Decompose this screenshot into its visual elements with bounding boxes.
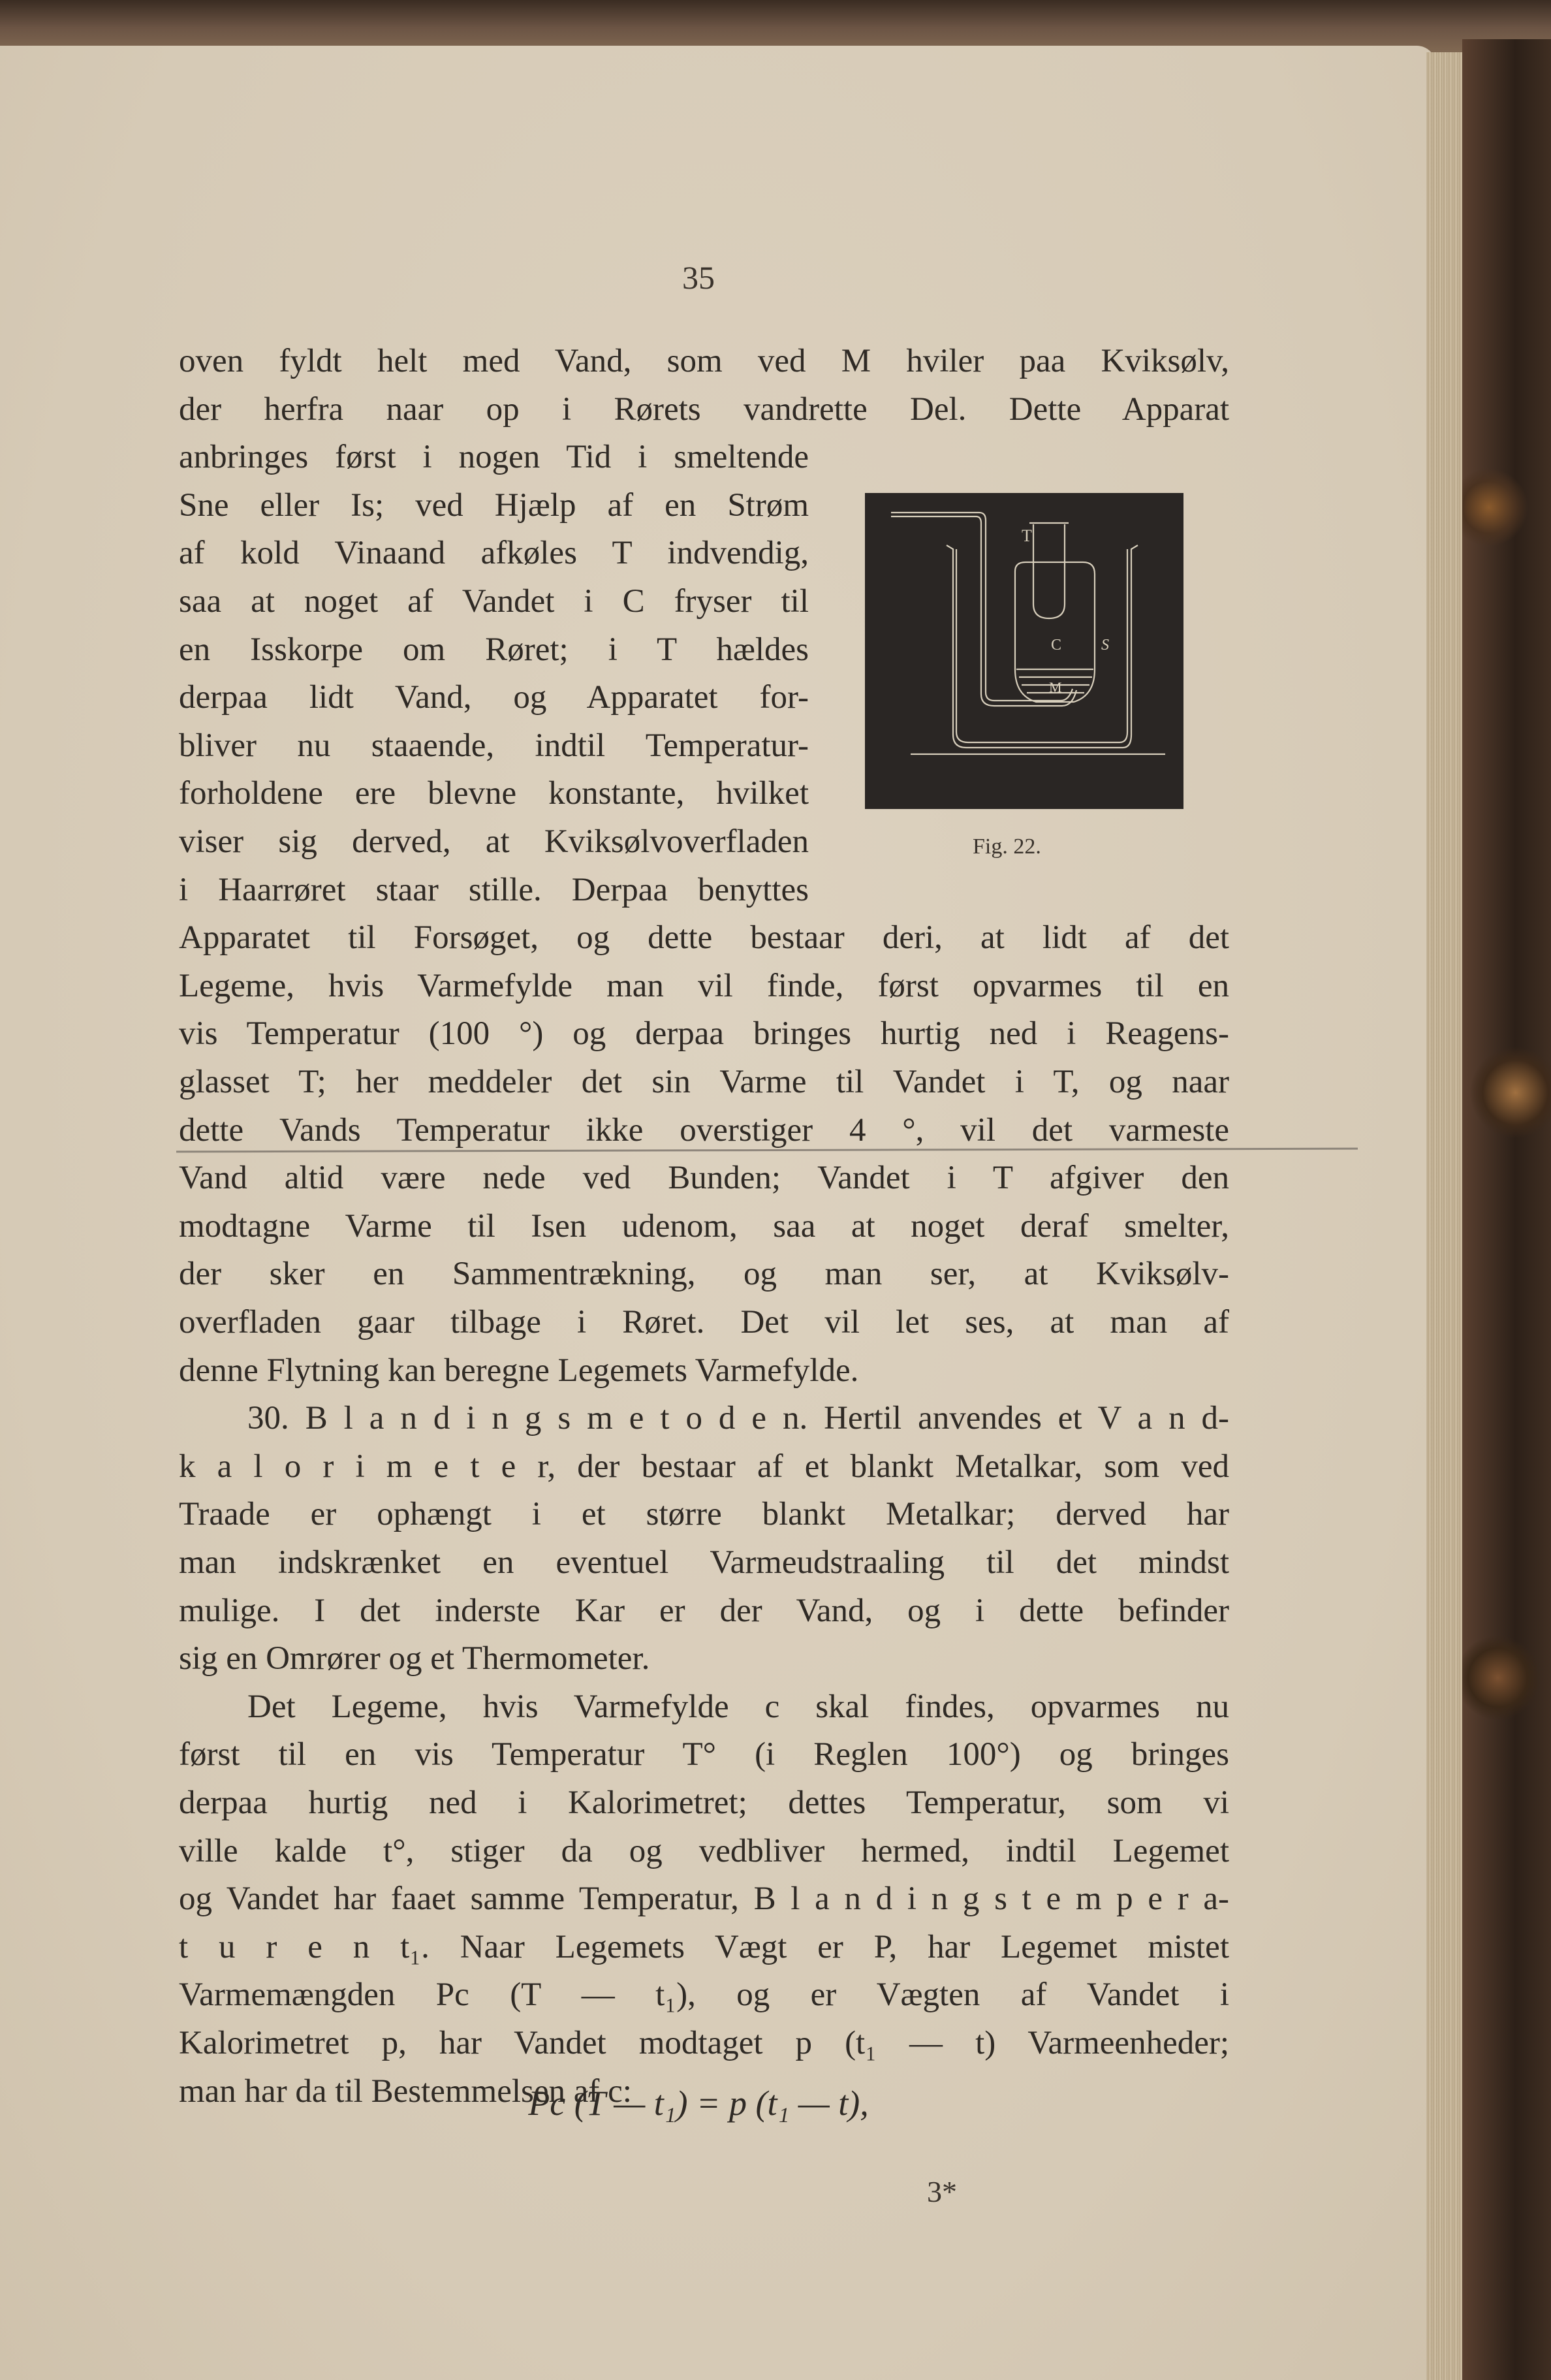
text-line: ville kalde t°, stiger da og vedbliver hermed, indtil Legemet — [179, 1832, 1229, 1869]
text-line: Sne eller Is; ved Hjælp af en Strøm — [179, 486, 809, 524]
text-line: Det Legeme, hvis Varmefylde c skal findes, opvarmes nu — [247, 1688, 1229, 1725]
text-line: overfladen gaar tilbage i Røret. Det vil let ses, at man af — [179, 1304, 1229, 1341]
text-line: af kold Vinaand afkøles T indvendig, — [179, 535, 809, 572]
text-line: Vand altid være nede ved Bunden; Vandet i T afgiver den — [179, 1160, 1229, 1197]
text-line: Kalorimetret p, har Vandet modtaget p (t₁ — t) Varmeenheder; — [179, 2025, 1229, 2061]
text-line: denne Flytning kan beregne Legemets Varmefylde. — [179, 1352, 859, 1389]
text-line: og Vandet har faaet samme Temperatur, B l a n d i n g s t e m p e r a- — [179, 1880, 1229, 1918]
text-line: derpaa hurtig ned i Kalorimetret; dettes Temperatur, som vi — [179, 1785, 1229, 1821]
text-line: først til en vis Temperatur T° (i Reglen 100°) og bringes — [179, 1736, 1229, 1773]
text-line: k a l o r i m e t e r, der bestaar af et blankt Metalkar, som ved — [179, 1448, 1229, 1485]
text-line: sig en Omrører og et Thermometer. — [179, 1640, 650, 1677]
text-line: Apparatet til Forsøget, og dette bestaar deri, at lidt af det — [179, 919, 1229, 957]
text-line: modtagne Varme til Isen udenom, saa at noget deraf smelter, — [179, 1207, 1229, 1245]
text-line: bliver nu staaende, indtil Temperatur- — [179, 727, 809, 764]
leather-cover — [1462, 39, 1551, 2380]
text-line: Legeme, hvis Varmefylde man vil finde, først opvarmes til en — [179, 967, 1229, 1004]
text-line: derpaa lidt Vand, og Apparatet for- — [179, 679, 809, 716]
text-line: 30. B l a n d i n g s m e t o d e n. Hertil anvendes et V a n d- — [247, 1400, 1229, 1437]
page-edges — [1426, 52, 1462, 2380]
figure-label-m: M — [1049, 679, 1062, 695]
signature-mark: 3* — [927, 2175, 957, 2208]
text-line: man har da til Bestemmelsen af c: — [179, 2072, 632, 2110]
text-line: Traade er ophængt i et større blankt Metalkar; derved har — [179, 1496, 1229, 1533]
text-line: t u r e n t₁. Naar Legemets Vægt er P, har Legemet mistet — [179, 1928, 1229, 1965]
text-line: man indskrænket en eventuel Varmeudstraaling til det mindst — [179, 1544, 1229, 1581]
text-line: Varmemængden Pc (T — t₁), og er Vægten af Vandet i — [179, 1976, 1229, 2014]
text-line: vis Temperatur (100 °) og derpaa bringes hurtig ned i Reagens- — [179, 1015, 1229, 1053]
text-line: der sker en Sammentrækning, og man ser, at Kviksølv- — [179, 1256, 1229, 1293]
text-line: forholdene ere blevne konstante, hvilket — [179, 775, 809, 812]
text-line: dette Vands Temperatur ikke overstiger 4 °, vil det varmeste — [179, 1111, 1229, 1149]
page-number: 35 — [682, 259, 715, 296]
text-line: oven fyldt helt med Vand, som ved M hviler paa Kviksølv, — [179, 343, 1229, 379]
figure-label-t: T — [1022, 526, 1032, 545]
formula: Pc (T — t₁) = p (t₁ — t), — [528, 2084, 869, 2123]
text-line: mulige. I det inderste Kar er der Vand, og i dette befinder — [179, 1592, 1229, 1629]
text-line: anbringes først i nogen Tid i smeltende — [179, 439, 809, 476]
figure-label-s: S — [1101, 637, 1109, 654]
text-line: glasset T; her meddeler det sin Varme til Vandet i T, og naar — [179, 1064, 1229, 1100]
figure-caption: Fig. 22. — [973, 834, 1041, 859]
text-line: en Isskorpe om Røret; i T hældes — [179, 631, 809, 668]
figure-label-c: C — [1051, 637, 1062, 654]
figure-22-illustration — [865, 493, 1183, 809]
text-line: i Haarrøret staar stille. Derpaa benyttes — [179, 871, 809, 908]
text-line: saa at noget af Vandet i C fryser til — [179, 583, 809, 620]
text-line: der herfra naar op i Rørets vandrette Del. Dette Apparat — [179, 390, 1229, 428]
text-line: viser sig derved, at Kviksølvoverfladen — [179, 823, 809, 860]
